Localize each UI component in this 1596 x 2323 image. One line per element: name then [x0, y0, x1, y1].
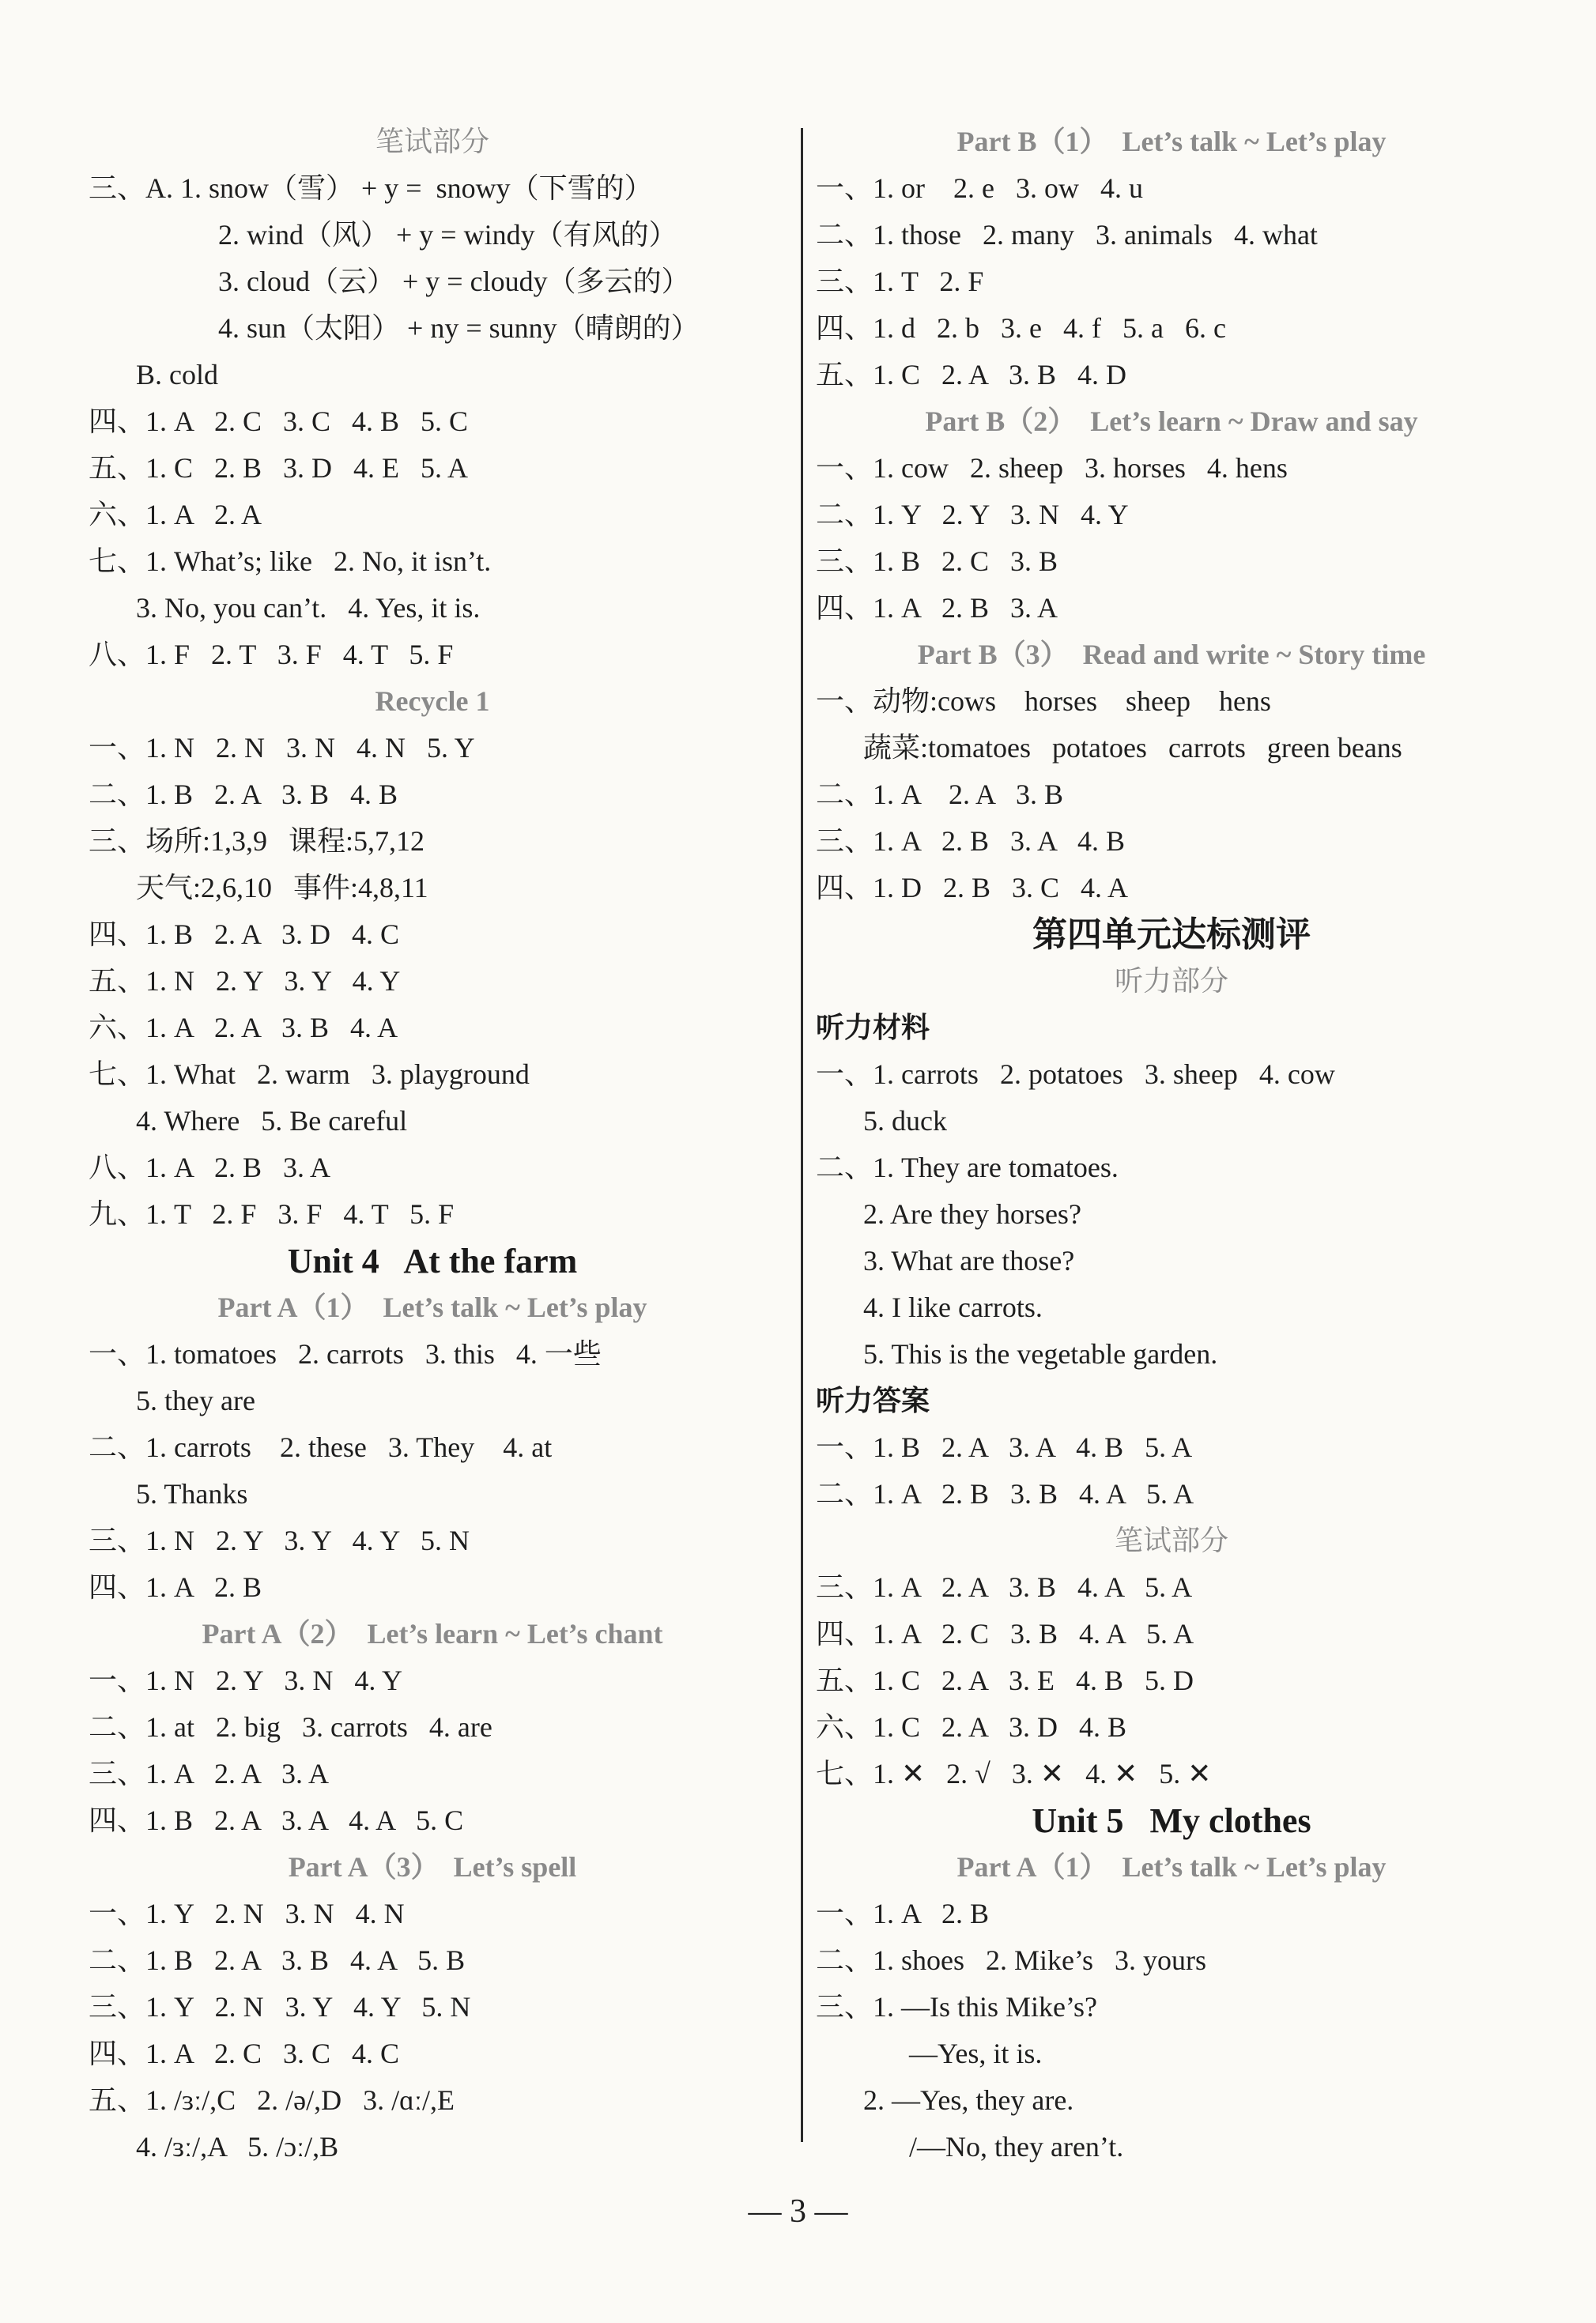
left-line: 六、1. A 2. A 3. B 4. A: [89, 1012, 398, 1043]
right-line: 二、1. Y 2. Y 3. N 4. Y: [816, 499, 1129, 530]
right-subheading: 听力答案: [816, 1385, 930, 1416]
left-line: 一、1. N 2. N 3. N 4. N 5. Y: [89, 732, 475, 764]
left-line: 一、1. tomatoes 2. carrots 3. this 4. 一些: [89, 1338, 602, 1370]
right-unit-title: 第四单元达标测评: [1032, 915, 1311, 954]
left-line: 一、1. N 2. Y 3. N 4. Y: [89, 1665, 402, 1696]
left-line: 五、1. N 2. Y 3. Y 4. Y: [89, 965, 401, 997]
right-line: 二、1. A 2. B 3. B 4. A 5. A: [816, 1478, 1194, 1510]
right-unit-title: Unit 5 My clothes: [1032, 1801, 1311, 1840]
right-section-heading: Part B（3） Read and write ~ Story time: [917, 639, 1426, 670]
left-line: 三、1. N 2. Y 3. Y 4. Y 5. N: [89, 1525, 470, 1556]
right-section-heading: Part B（2） Let’s learn ~ Draw and say: [925, 405, 1418, 437]
left-section-heading: Part A（3） Let’s spell: [288, 1851, 577, 1883]
left-line: 二、1. B 2. A 3. B 4. B: [89, 779, 398, 810]
right-line: 四、1. A 2. C 3. B 4. A 5. A: [816, 1618, 1194, 1650]
right-line: 5. duck: [863, 1105, 947, 1137]
column-divider: [801, 128, 803, 2142]
right-line: 二、1. shoes 2. Mike’s 3. yours: [816, 1944, 1206, 1976]
right-column: [816, 119, 1527, 2170]
right-section-heading: 听力部分: [1114, 965, 1228, 997]
right-line: 一、1. cow 2. sheep 3. horses 4. hens: [816, 452, 1288, 484]
page-number: — 3 —: [748, 2193, 848, 2230]
left-line: 二、1. B 2. A 3. B 4. A 5. B: [89, 1944, 466, 1976]
right-line: 二、1. those 2. many 3. animals 4. what: [816, 219, 1318, 251]
right-line: 五、1. C 2. A 3. E 4. B 5. D: [816, 1665, 1194, 1696]
left-line: 四、1. A 2. B: [89, 1571, 262, 1603]
right-line: 四、1. d 2. b 3. e 4. f 5. a 6. c: [816, 312, 1226, 344]
left-line: 三、场所:1,3,9 课程:5,7,12: [89, 825, 425, 857]
right-line: 5. This is the vegetable garden.: [863, 1338, 1218, 1370]
left-line: 七、1. What 2. warm 3. playground: [89, 1058, 530, 1090]
left-line: 二、1. at 2. big 3. carrots 4. are: [89, 1711, 492, 1743]
left-line: 八、1. A 2. B 3. A: [89, 1152, 331, 1183]
right-line: 蔬菜:tomatoes potatoes carrots green beans: [863, 732, 1402, 764]
right-line: 2. —Yes, they are.: [863, 2084, 1074, 2116]
left-line: 3. cloud（云） + y = cloudy（多云的）: [175, 266, 690, 297]
left-line: 七、1. What’s; like 2. No, it isn’t.: [89, 545, 492, 577]
left-line: 四、1. B 2. A 3. A 4. A 5. C: [89, 1804, 464, 1836]
left-line: 三、A. 1. snow（雪） + y = snowy（下雪的）: [89, 172, 653, 204]
right-line: 六、1. C 2. A 3. D 4. B: [816, 1711, 1127, 1743]
left-line: 五、1. C 2. B 3. D 4. E 5. A: [89, 452, 469, 484]
left-column: [89, 119, 776, 2170]
left-line: 天气:2,6,10 事件:4,8,11: [136, 872, 428, 903]
left-line: 四、1. B 2. A 3. D 4. C: [89, 918, 400, 950]
left-line: 5. they are: [136, 1385, 255, 1416]
left-section-heading: 笔试部分: [375, 126, 489, 157]
left-line: B. cold: [136, 359, 218, 390]
right-line: /—No, they aren’t.: [909, 2131, 1124, 2163]
right-line: 4. I like carrots.: [863, 1292, 1043, 1323]
left-unit-title: Unit 4 At the farm: [287, 1242, 578, 1280]
right-line: 一、1. or 2. e 3. ow 4. u: [816, 172, 1143, 204]
right-line: 七、1. ✕ 2. √ 3. ✕ 4. ✕ 5. ✕: [816, 1758, 1212, 1789]
right-line: 一、1. B 2. A 3. A 4. B 5. A: [816, 1431, 1193, 1463]
right-line: 三、1. A 2. A 3. B 4. A 5. A: [816, 1571, 1193, 1603]
left-line: 五、1. /ɜː/,C 2. /ə/,D 3. /ɑː/,E: [89, 2084, 455, 2116]
left-line: 一、1. Y 2. N 3. N 4. N: [89, 1898, 405, 1929]
left-line: 九、1. T 2. F 3. F 4. T 5. F: [89, 1198, 455, 1230]
right-line: 3. What are those?: [863, 1245, 1075, 1277]
right-line: 一、1. A 2. B: [816, 1898, 990, 1929]
left-line: 四、1. A 2. C 3. C 4. B 5. C: [89, 405, 469, 437]
right-line: 四、1. A 2. B 3. A: [816, 592, 1058, 624]
right-section-heading: 笔试部分: [1114, 1525, 1228, 1556]
left-line: 4. Where 5. Be careful: [136, 1105, 408, 1137]
left-line: 三、1. Y 2. N 3. Y 4. Y 5. N: [89, 1991, 471, 2023]
right-line: 三、1. A 2. B 3. A 4. B: [816, 825, 1126, 857]
left-line: 二、1. carrots 2. these 3. They 4. at: [89, 1431, 553, 1463]
left-line: 3. No, you can’t. 4. Yes, it is.: [136, 592, 481, 624]
right-subheading: 听力材料: [816, 1012, 930, 1043]
right-line: 三、1. —Is this Mike’s?: [816, 1991, 1097, 2023]
right-line: —Yes, it is.: [909, 2038, 1043, 2069]
left-line: 三、1. A 2. A 3. A: [89, 1758, 330, 1789]
left-line: 四、1. A 2. C 3. C 4. C: [89, 2038, 400, 2069]
right-line: 2. Are they horses?: [863, 1198, 1081, 1230]
left-line: 2. wind（风） + y = windy（有风的）: [175, 219, 677, 251]
right-line: 三、1. B 2. C 3. B: [816, 545, 1058, 577]
right-line: 二、1. A 2. A 3. B: [816, 779, 1064, 810]
right-section-heading: Part B（1） Let’s talk ~ Let’s play: [956, 126, 1387, 157]
right-line: 一、动物:cows horses sheep hens: [816, 685, 1271, 717]
right-section-heading: Part A（1） Let’s talk ~ Let’s play: [956, 1851, 1387, 1883]
left-section-heading: Recycle 1: [375, 685, 490, 717]
left-line: 4. /ɜː/,A 5. /ɔː/,B: [136, 2131, 339, 2163]
right-line: 三、1. T 2. F: [816, 266, 984, 297]
left-line: 八、1. F 2. T 3. F 4. T 5. F: [89, 639, 454, 670]
left-line: 六、1. A 2. A: [89, 499, 262, 530]
left-section-heading: Part A（2） Let’s learn ~ Let’s chant: [202, 1618, 663, 1650]
left-line: 4. sun（太阳） + ny = sunny（晴朗的）: [175, 312, 700, 344]
right-line: 二、1. They are tomatoes.: [816, 1152, 1119, 1183]
right-line: 四、1. D 2. B 3. C 4. A: [816, 872, 1129, 903]
right-line: 一、1. carrots 2. potatoes 3. sheep 4. cow: [816, 1058, 1335, 1090]
right-line: 五、1. C 2. A 3. B 4. D: [816, 359, 1127, 390]
left-section-heading: Part A（1） Let’s talk ~ Let’s play: [217, 1292, 647, 1323]
left-line: 5. Thanks: [136, 1478, 248, 1510]
